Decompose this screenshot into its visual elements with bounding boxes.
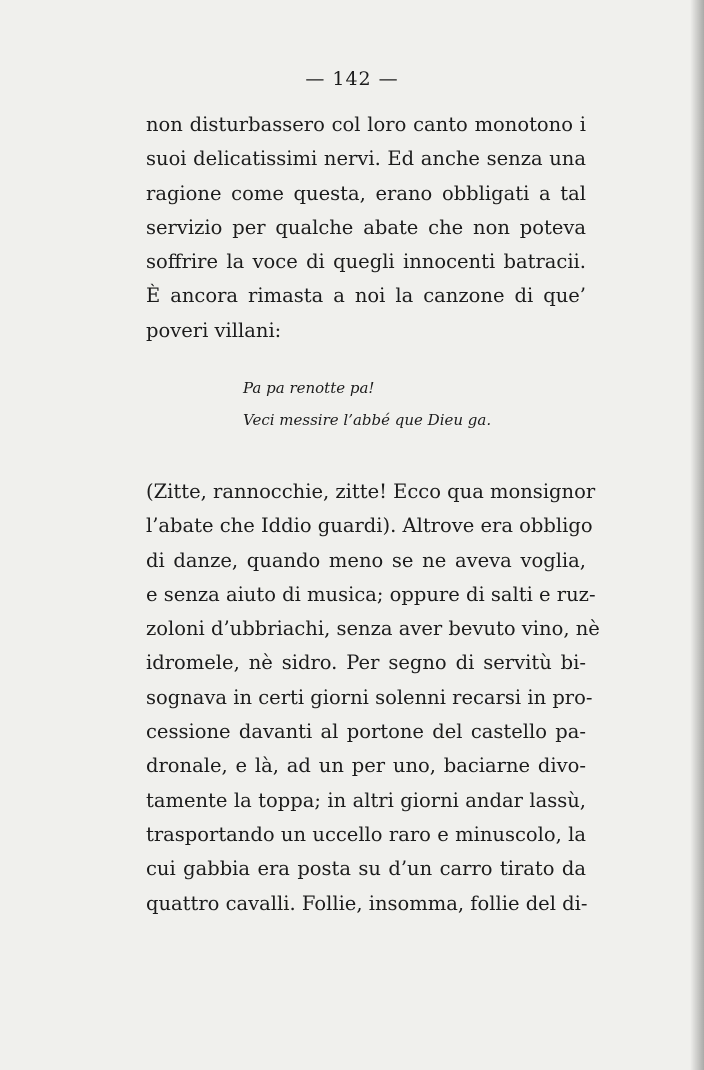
text-line: dronale, e là, ad un per uno, baciarne divo- bbox=[146, 754, 586, 778]
text-line: tamente la toppa; in altri giorni andar lassù, bbox=[146, 788, 586, 812]
text-line: poveri villani: bbox=[146, 318, 282, 342]
paragraph-2 bbox=[146, 475, 600, 921]
text-line: di danze, quando meno se ne aveva voglia, bbox=[146, 548, 586, 572]
paragraph-1 bbox=[146, 108, 586, 348]
page-number: — 142 — bbox=[305, 68, 399, 90]
verse-line: Pa pa renotte pa! bbox=[243, 379, 375, 397]
text-line: suoi delicatissimi nervi. Ed anche senza una bbox=[146, 147, 586, 171]
text-line: zoloni d’ubbriachi, senza aver bevuto vino, nè bbox=[146, 617, 600, 641]
text-line: non disturbassero col loro canto monotono i bbox=[146, 113, 586, 136]
text-line: servizio per qualche abate che non poteva bbox=[146, 215, 586, 239]
text-line: e senza aiuto di musica; oppure di salti e ruz- bbox=[146, 582, 596, 606]
text-line: l’abate che Iddio guardi). Altrove era obbligo bbox=[146, 514, 593, 538]
text-line: sognava in certi giorni solenni recarsi in pro- bbox=[146, 685, 593, 709]
text-line: (Zitte, rannocchie, zitte! Ecco qua monsignor bbox=[146, 480, 596, 503]
text-line: cui gabbia era posta su d’un carro tirato da bbox=[146, 857, 586, 881]
text-line: cessione davanti al portone del castello pa- bbox=[146, 720, 586, 744]
text-line: quattro cavalli. Follie, insomma, follie del di- bbox=[146, 891, 588, 915]
text-line: È ancora rimasta a noi la canzone di que’ bbox=[146, 284, 586, 308]
text-line: soffrire la voce di quegli innocenti batracii. bbox=[146, 250, 586, 274]
text-line: idromele, nè sidro. Per segno di servitù bi- bbox=[146, 651, 586, 675]
verse-line: Veci messire l’abbé que Dieu ga. bbox=[243, 411, 492, 429]
text-line: trasportando un uccello raro e minuscolo, la bbox=[146, 822, 586, 846]
verse-quote bbox=[243, 372, 491, 436]
text-line: ragione come questa, erano obbligati a tal bbox=[146, 181, 586, 205]
